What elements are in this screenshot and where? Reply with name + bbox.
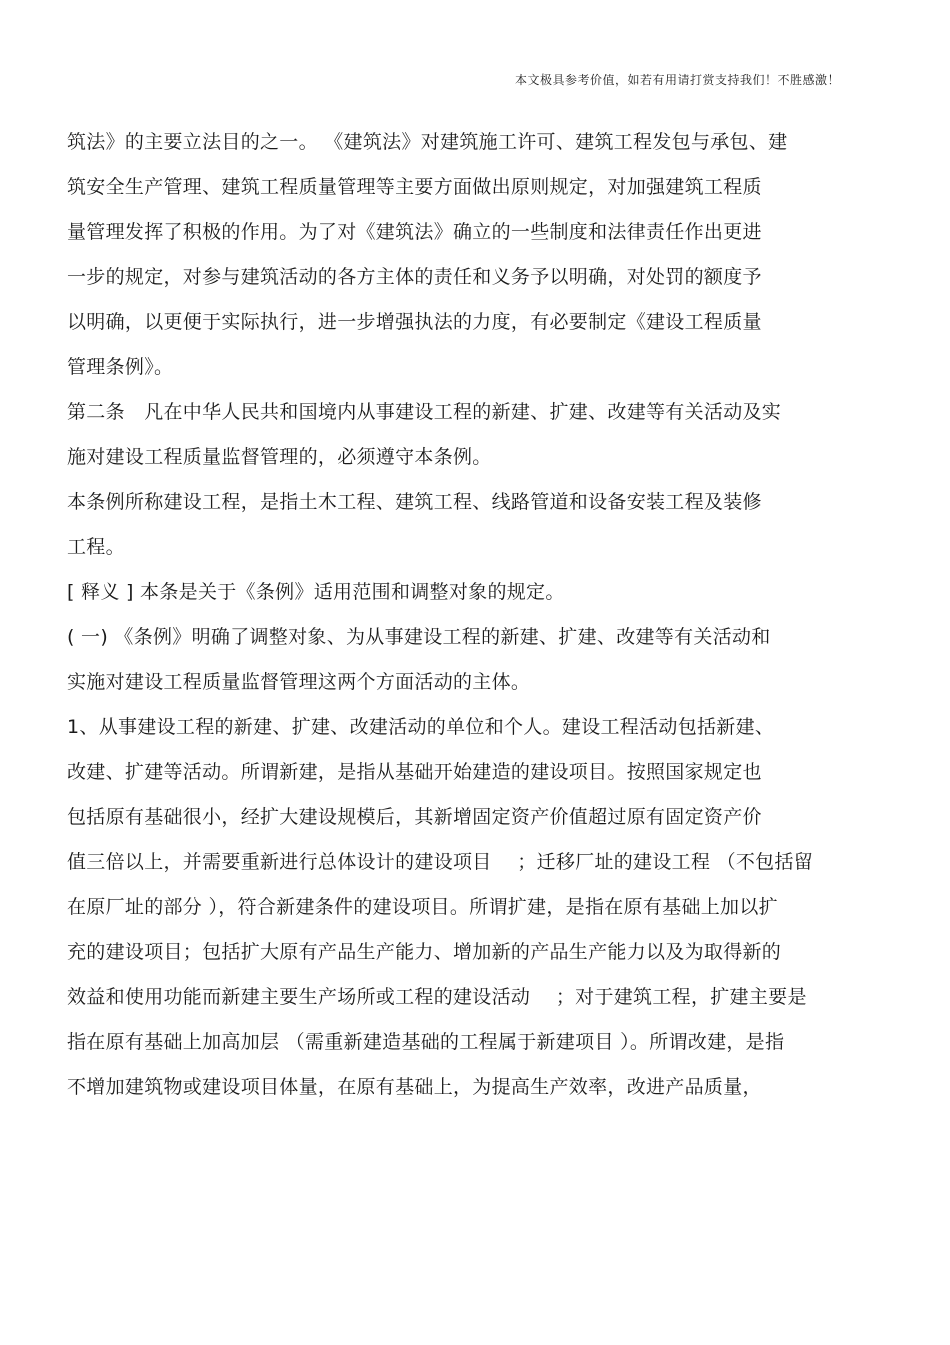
text-line: 实施对建设工程质量监督管理这两个方面活动的主体。 xyxy=(67,671,531,693)
text-line: 管理条例》。 xyxy=(67,356,174,378)
text-line: 1、从事建设工程的新建、扩建、改建活动的单位和个人。建设工程活动包括新建、 xyxy=(67,716,775,738)
text-line: 值三倍以上，并需要重新进行总体设计的建设项目 ；迁移厂址的建设工程 （不包括留 xyxy=(67,851,814,873)
header-note: 本文极具参考价值，如若有用请打赏支持我们！不胜感激！ xyxy=(514,73,840,87)
text-line: 量管理发挥了积极的作用。为了对《建筑法》确立的一些制度和法律责任作出更进 xyxy=(67,221,762,243)
text-line: ( 一) 《条例》明确了调整对象、为从事建设工程的新建、扩建、改建等有关活动和 xyxy=(67,626,771,648)
document-body xyxy=(67,124,877,1114)
text-line: 筑安全生产管理、建筑工程质量管理等主要方面做出原则规定，对加强建筑工程质 xyxy=(67,176,762,198)
text-line: 以明确，以更便于实际执行，进一步增强执法的力度，有必要制定《建设工程质量 xyxy=(67,311,762,333)
text-line: 在原厂址的部分 ），符合新建条件的建设项目。所谓扩建，是指在原有基础上加以扩 xyxy=(67,896,778,918)
text-line: 本条例所称建设工程，是指土木工程、建筑工程、线路管道和设备安装工程及装修 xyxy=(67,491,762,513)
text-line: 施对建设工程质量监督管理的，必须遵守本条例。 xyxy=(67,446,492,468)
text-line: 筑法》的主要立法目的之一。 《建筑法》对建筑施工许可、建筑工程发包与承包、建 xyxy=(67,131,788,153)
text-line: 工程。 xyxy=(67,536,125,558)
text-line: [ 释义 ] 本条是关于《条例》适用范围和调整对象的规定。 xyxy=(67,581,565,603)
text-line: 效益和使用功能而新建主要生产场所或工程的建设活动 ；对于建筑工程，扩建主要是 xyxy=(67,986,807,1008)
text-line: 包括原有基础很小，经扩大建设规模后，其新增固定资产价值超过原有固定资产价 xyxy=(67,806,762,828)
text-line: 不增加建筑物或建设项目体量，在原有基础上，为提高生产效率，改进产品质量， xyxy=(67,1076,762,1098)
text-line: 一步的规定，对参与建筑活动的各方主体的责任和义务予以明确，对处罚的额度予 xyxy=(67,266,762,288)
text-line: 指在原有基础上加高加层 （需重新建造基础的工程属于新建项目 ）。所谓改建，是指 xyxy=(67,1031,785,1053)
text-line: 充的建设项目；包括扩大原有产品生产能力、增加新的产品生产能力以及为取得新的 xyxy=(67,941,782,963)
text-line: 第二条 凡在中华人民共和国境内从事建设工程的新建、扩建、改建等有关活动及实 xyxy=(67,401,782,423)
text-line: 改建、扩建等活动。所谓新建，是指从基础开始建造的建设项目。按照国家规定也 xyxy=(67,761,762,783)
